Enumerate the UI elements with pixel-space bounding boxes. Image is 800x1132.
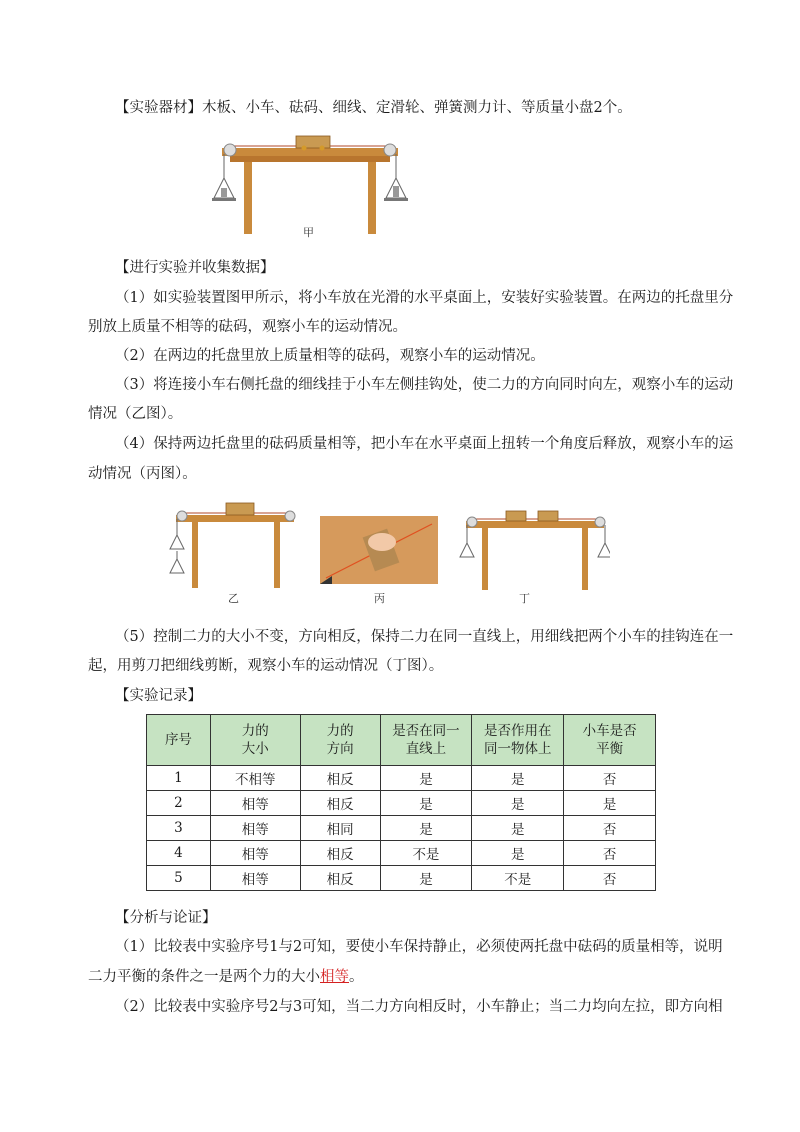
figure-bing-caption: 丙: [374, 592, 385, 605]
table-cell: 不是: [472, 866, 564, 891]
table-cell: 否: [564, 816, 656, 841]
procedure-step-3: （3）将连接小车右侧托盘的细线挂于小车左侧挂钩处，使二力的方向同时向左，观察小车的运动: [115, 377, 734, 393]
table-cell: 是: [472, 766, 564, 791]
table-cell: 否: [564, 841, 656, 866]
table-cell: 相等: [210, 816, 300, 841]
analysis-2: （2）比较表中实验序号2与3可知，当二力方向相反时，小车静止；当二力均向左拉，即方向相: [115, 999, 723, 1015]
table-cell: 相等: [210, 866, 300, 891]
procedure-step-4: （4）保持两边托盘里的砝码质量相等，把小车在水平桌面上扭转一个角度后释放，观察小车的运: [115, 436, 734, 452]
table-header-row: [147, 715, 656, 766]
materials-label: 【实验器材】: [115, 100, 202, 116]
header-cell: 力的 方向: [300, 715, 380, 766]
table-cell: 是: [472, 841, 564, 866]
table-cell: 不相等: [210, 766, 300, 791]
analysis-1: （1）比较表中实验序号1与2可知，要使小车保持静止，必须使两托盘中砝码的质量相等，说明: [115, 939, 723, 955]
table-row: [147, 866, 656, 891]
analysis-1-answer: 相等: [320, 969, 349, 985]
figure-yi: [168, 497, 298, 592]
procedure-title: 【进行实验并收集数据】: [115, 260, 275, 276]
table-cell: 不是: [380, 841, 472, 866]
table-cell: 相反: [300, 866, 380, 891]
table-cell: 1: [147, 766, 211, 791]
table-row: [147, 791, 656, 816]
figure-ding-caption: 丁: [519, 592, 530, 605]
figure-yi-caption: 乙: [228, 592, 239, 605]
materials-line: [115, 98, 632, 118]
procedure-step-3-cont: 情况（乙图）。: [88, 406, 183, 422]
table-cell: 2: [147, 791, 211, 816]
header-cell: 序号: [147, 715, 211, 766]
figure-jia-caption: 甲: [303, 226, 314, 239]
materials-text: 木板、小车、砝码、细线、定滑轮、弹簧测力计、等质量小盘2个。: [202, 100, 632, 116]
header-cell: 是否在同一 直线上: [380, 715, 472, 766]
record-table: [146, 714, 656, 891]
table-cell: 相反: [300, 791, 380, 816]
header-cell: 小车是否 平衡: [564, 715, 656, 766]
procedure-step-1: （1）如实验装置图甲所示，将小车放在光滑的水平桌面上，安装好实验装置。在两边的托盘里分: [115, 290, 734, 306]
table-cell: 3: [147, 816, 211, 841]
procedure-step-5-cont: 起，用剪刀把细线剪断，观察小车的运动情况（丁图）。: [88, 658, 444, 674]
figure-bing-photo: [320, 516, 438, 584]
table-row: [147, 841, 656, 866]
analysis-1-suffix: 。: [349, 969, 364, 985]
procedure-step-1-cont: 别放上质量不相等的砝码，观察小车的运动情况。: [88, 319, 407, 335]
record-title: 【实验记录】: [115, 688, 202, 704]
figure-jia: [210, 130, 420, 240]
table-cell: 是: [380, 766, 472, 791]
table-cell: 相等: [210, 841, 300, 866]
procedure-step-5: （5）控制二力的大小不变，方向相反，保持二力在同一直线上，用细线把两个小车的挂钩连在一: [115, 629, 734, 645]
header-cell: 是否作用在 同一物体上: [472, 715, 564, 766]
table-cell: 相等: [210, 791, 300, 816]
analysis-title: 【分析与论证】: [115, 910, 217, 926]
analysis-1-cont: [88, 967, 364, 987]
table-row: [147, 766, 656, 791]
table-cell: 否: [564, 766, 656, 791]
table-cell: 5: [147, 866, 211, 891]
table-cell: 相反: [300, 766, 380, 791]
table-row: [147, 816, 656, 841]
table-cell: 相同: [300, 816, 380, 841]
procedure-step-4-cont: 动情况（丙图）。: [88, 466, 197, 482]
figure-ding: [458, 503, 610, 593]
analysis-1-prefix: 二力平衡的条件之一是两个力的大小: [88, 969, 320, 985]
table-cell: 是: [472, 791, 564, 816]
header-cell: 力的 大小: [210, 715, 300, 766]
procedure-step-2: （2）在两边的托盘里放上质量相等的砝码，观察小车的运动情况。: [115, 348, 545, 364]
table-cell: 是: [380, 816, 472, 841]
table-cell: 相反: [300, 841, 380, 866]
table-cell: 4: [147, 841, 211, 866]
table-cell: 是: [380, 866, 472, 891]
table-cell: 是: [380, 791, 472, 816]
table-cell: 是: [472, 816, 564, 841]
table-cell: 是: [564, 791, 656, 816]
table-cell: 否: [564, 866, 656, 891]
